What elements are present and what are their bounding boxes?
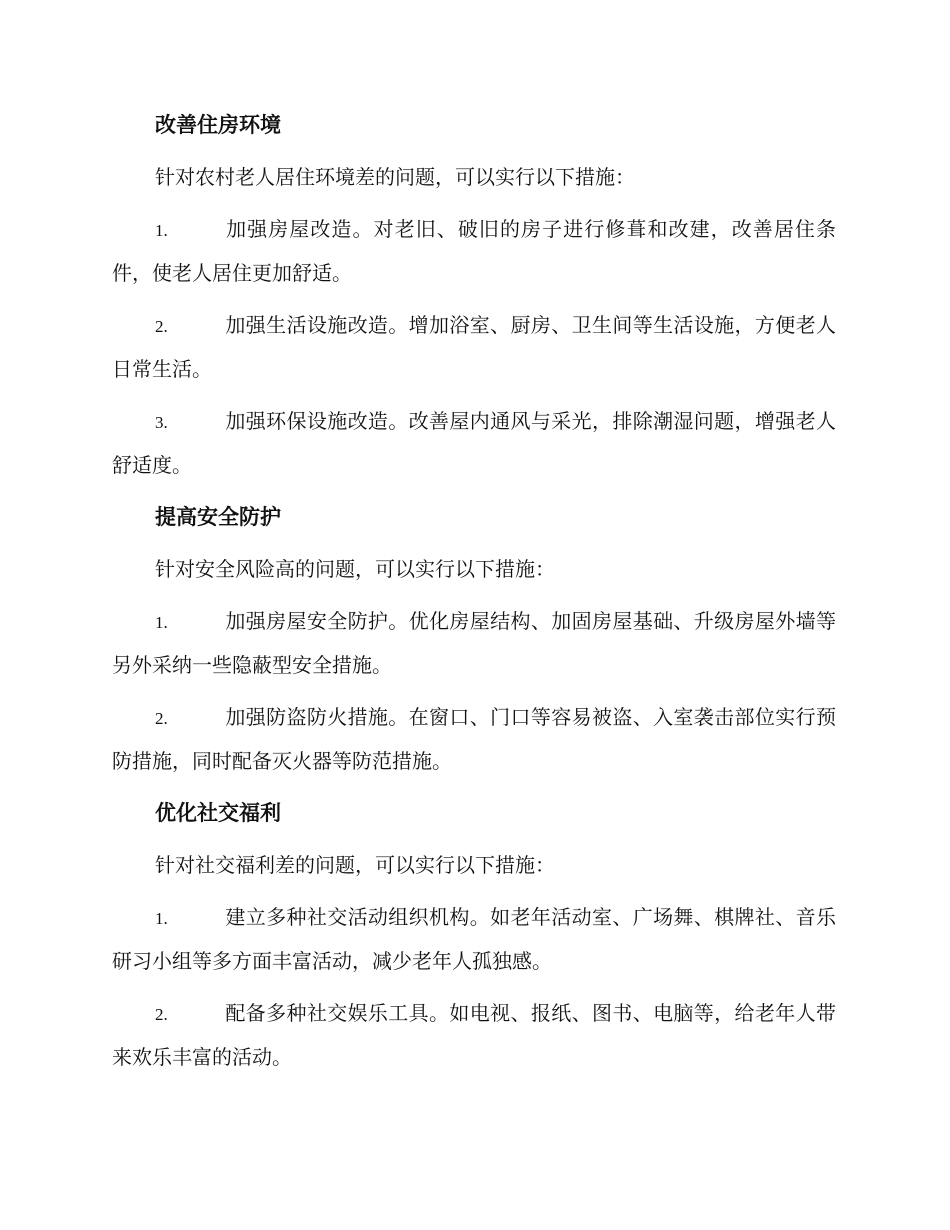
list-item-number: 2. xyxy=(155,709,168,728)
section-safety xyxy=(112,496,836,782)
list-item-text: 加强房屋安全防护。优化房屋结构、加固房屋基础、升级房屋外墙等另外采纳一些隐蔽型安全措施。 xyxy=(112,609,836,677)
list-item-text: 配备多种社交娱乐工具。如电视、报纸、图书、电脑等，给老年人带来欢乐丰富的活动。 xyxy=(112,1001,836,1069)
list-item xyxy=(112,696,836,782)
list-item-text: 建立多种社交活动组织机构。如老年活动室、广场舞、棋牌社、音乐研习小组等多方面丰富活动，减少老年人孤独感。 xyxy=(112,905,836,973)
list-item-text: 加强房屋改造。对老旧、破旧的房子进行修葺和改建，改善居住条件，使老人居住更加舒适。 xyxy=(112,217,836,285)
list-item xyxy=(112,400,836,486)
list-item-number: 2. xyxy=(155,1005,168,1024)
section-heading: 改善住房环境 xyxy=(155,113,281,137)
section-heading: 提高安全防护 xyxy=(155,505,281,529)
section-housing xyxy=(112,104,836,486)
list-item-number: 1. xyxy=(155,221,168,240)
list-item-number: 1. xyxy=(155,613,168,632)
section-intro: 针对安全风险高的问题，可以实行以下措施： xyxy=(155,557,555,581)
section-social xyxy=(112,792,836,1078)
list-item-number: 3. xyxy=(155,413,168,432)
list-item-text: 加强环保设施改造。改善屋内通风与采光，排除潮湿问题，增强老人舒适度。 xyxy=(112,409,836,477)
section-heading: 优化社交福利 xyxy=(155,801,281,825)
list-item xyxy=(112,896,836,982)
list-item-text: 加强防盗防火措施。在窗口、门口等容易被盗、入室袭击部位实行预防措施，同时配备灭火器等防范措施。 xyxy=(112,705,836,773)
list-item xyxy=(112,304,836,390)
section-intro: 针对农村老人居住环境差的问题，可以实行以下措施： xyxy=(155,165,635,189)
list-item xyxy=(112,600,836,686)
section-intro: 针对社交福利差的问题，可以实行以下措施： xyxy=(155,853,555,877)
list-item xyxy=(112,992,836,1078)
list-item xyxy=(112,208,836,294)
list-item-number: 1. xyxy=(155,909,168,928)
list-item-number: 2. xyxy=(155,317,168,336)
document-page xyxy=(112,104,836,1088)
list-item-text: 加强生活设施改造。增加浴室、厨房、卫生间等生活设施，方便老人日常生活。 xyxy=(112,313,836,381)
